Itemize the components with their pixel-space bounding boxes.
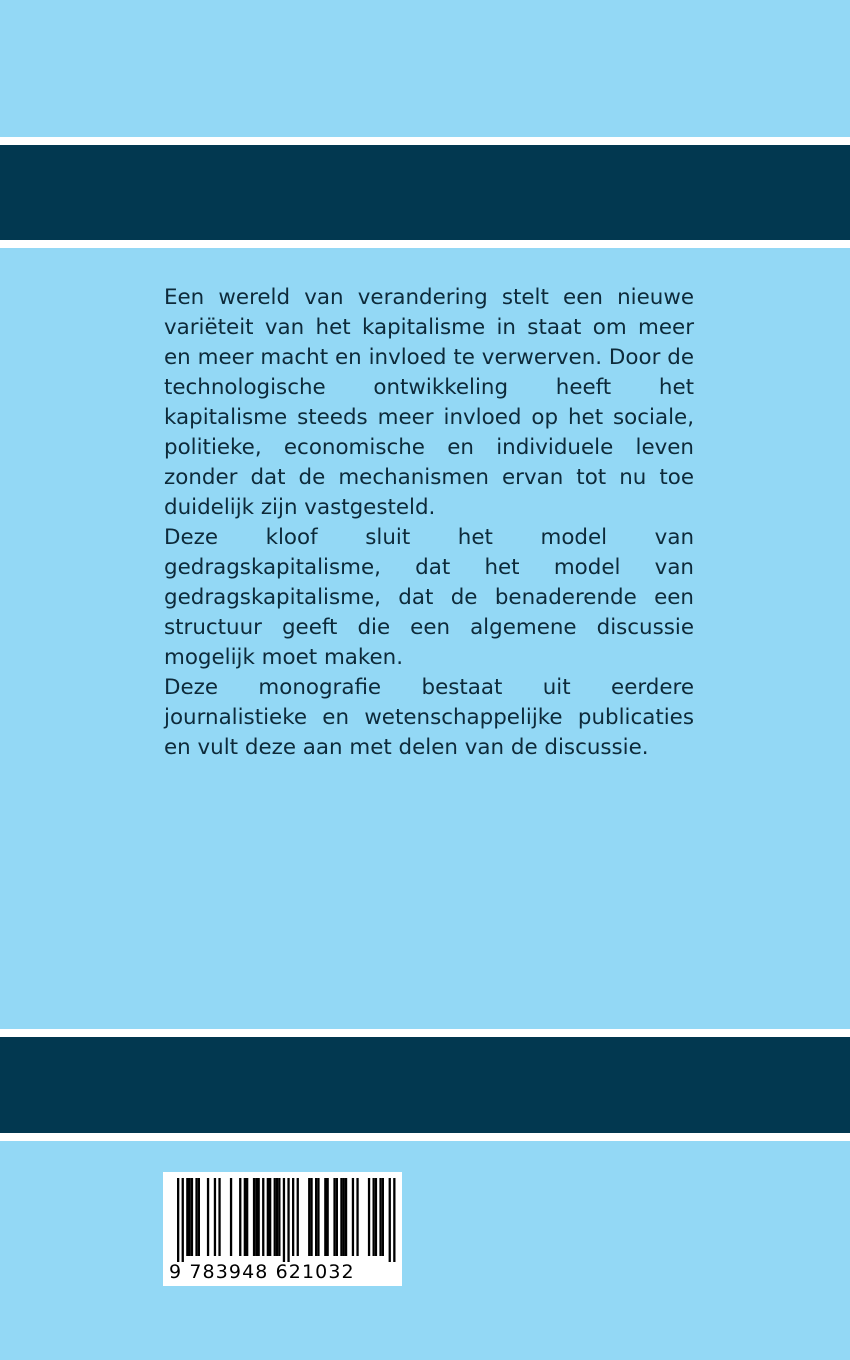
barcode-bar [315,1178,317,1256]
barcode-bar [317,1178,319,1256]
barcode-guard-bar [283,1178,285,1262]
barcode-bars [163,1172,402,1262]
barcode-bar [368,1178,370,1256]
bottom-band [0,1037,850,1133]
barcode-bar [324,1178,326,1256]
barcode-bar [191,1178,193,1256]
barcode-bar [230,1178,232,1256]
barcode-bar [308,1178,310,1256]
blurb-paragraph-1: Een wereld van verandering stelt een nieuwe variëteit van het kapitalisme in staat om meer en meer macht en invloed te verwerven. Door de technologische ontwikkeling heeft het kapitalisme steeds meer invloed op het sociale, politieke, economische en individuele leven zonder dat de mechanismen ervan tot nu toe duidelijk zijn vastgesteld. [164,285,694,520]
barcode-bar [292,1178,294,1256]
barcode-guard-bar [389,1178,391,1262]
barcode-bar [239,1178,241,1256]
isbn-digits: 9 783948 621032 [169,1261,355,1283]
barcode-bar [214,1178,216,1256]
barcode-bar [262,1178,264,1256]
barcode-bar [276,1178,278,1256]
barcode-bar [356,1178,358,1256]
barcode-bar [255,1178,257,1256]
barcode-bar [333,1178,335,1256]
barcode-bar [310,1178,312,1256]
barcode-bar [297,1178,299,1256]
blurb-paragraph-3: Deze monografie bestaat uit eerdere journalistieke en wetenschappelijke publicaties en vult deze aan met delen van de discussie. [164,675,694,760]
barcode-bar [269,1178,271,1256]
bottom-rule-upper [0,1029,850,1037]
barcode-bar [258,1178,260,1256]
barcode-guard-bar [287,1178,289,1262]
barcode-bar [198,1178,200,1256]
barcode-bar [352,1178,354,1256]
barcode-guard-bar [393,1178,395,1262]
bottom-rule-lower [0,1133,850,1141]
barcode-bar [382,1178,384,1256]
barcode-bar [375,1178,377,1256]
barcode-bar [379,1178,381,1256]
barcode-bar [278,1178,280,1256]
barcode-guard-bar [182,1178,184,1262]
isbn-barcode [163,1172,402,1286]
barcode-bar [189,1178,191,1256]
barcode-guard-bar [177,1178,179,1262]
barcode-bar [267,1178,269,1256]
barcode-bar [336,1178,338,1256]
top-rule-upper [0,137,850,145]
barcode-bar [244,1178,246,1256]
top-rule-lower [0,240,850,248]
top-band [0,145,850,240]
barcode-bar [373,1178,375,1256]
barcode-bar [253,1178,255,1256]
blurb-paragraph-2: Deze kloof sluit het model van gedragskapitalisme, dat het model van gedragskapitalisme, dat de benaderende een structuur geeft die een algemene discussie mogelijk moet maken. [164,525,694,670]
barcode-bar [340,1178,342,1256]
barcode-bar [195,1178,197,1256]
barcode-bar [246,1178,248,1256]
back-cover-blurb [164,283,694,763]
barcode-bar [186,1178,188,1256]
barcode-bar [343,1178,345,1256]
barcode-bar [327,1178,329,1256]
barcode-bar [218,1178,220,1256]
barcode-bar [207,1178,209,1256]
barcode-bar [274,1178,276,1256]
barcode-bar [345,1178,347,1256]
